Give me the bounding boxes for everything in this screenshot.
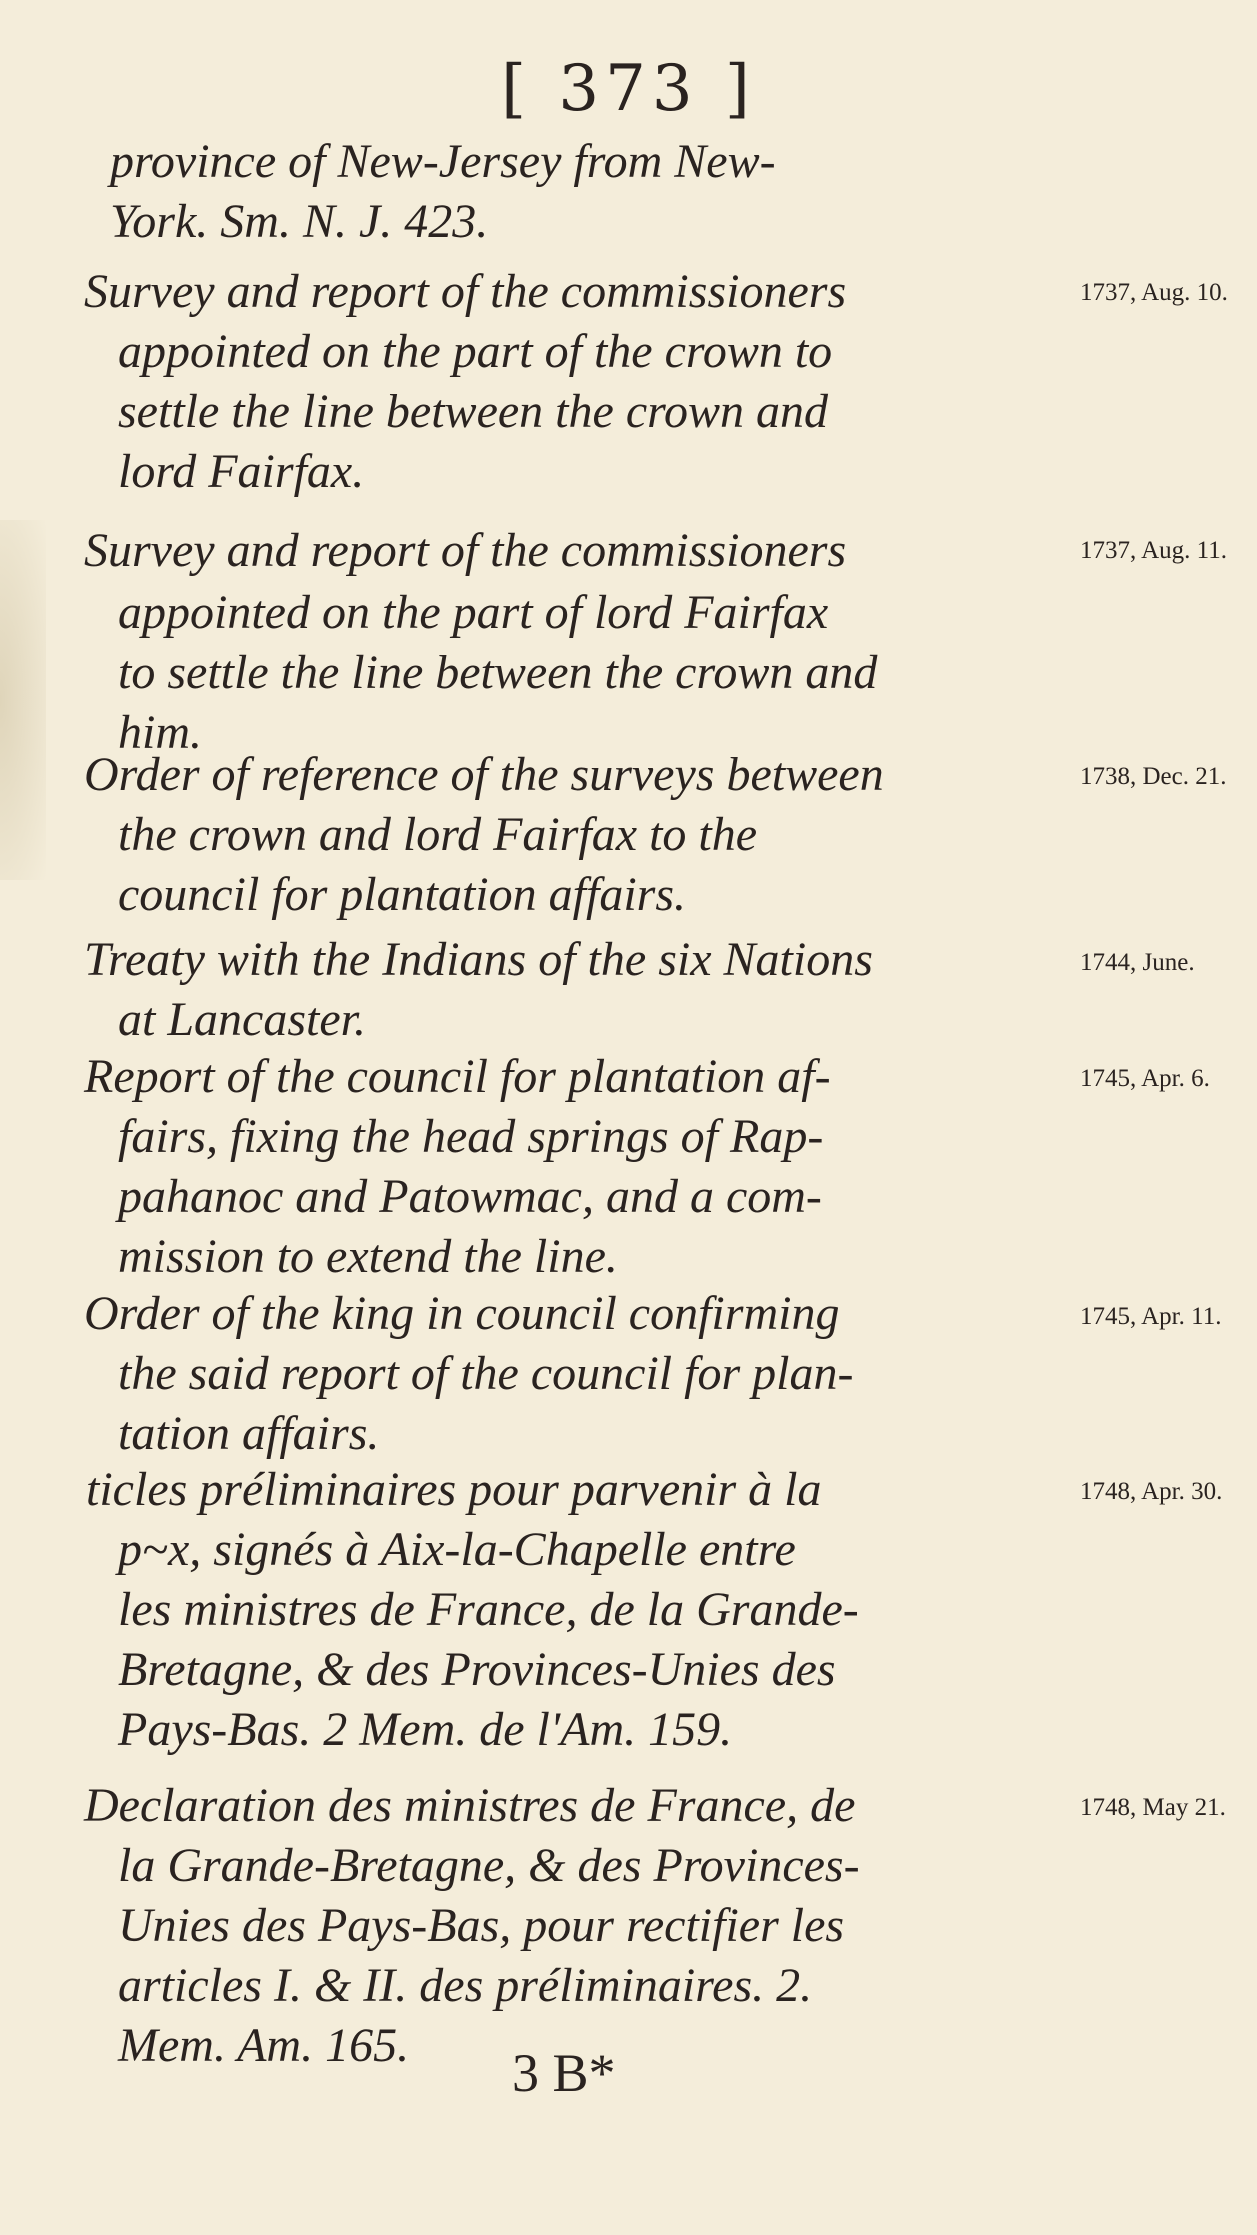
entry-6-line-1: the said report of the council for plan- — [118, 1347, 854, 1400]
entry-7-line-3: Bretagne, & des Provinces-Unies des — [118, 1643, 836, 1696]
entry-3-date: 1738, Dec. 21. — [1080, 763, 1227, 790]
entry-2-line-1: appointed on the part of lord Fairfax — [118, 586, 829, 639]
entry-6-line-0: Order of the king in council confirming — [84, 1287, 840, 1340]
entry-4-line-0: Treaty with the Indians of the six Nations — [84, 933, 873, 986]
entry-5-line-0: Report of the council for plantation af- — [84, 1050, 831, 1103]
entry-4-date: 1744, June. — [1080, 949, 1195, 976]
entry-2-date: 1737, Aug. 11. — [1080, 537, 1227, 564]
entry-3-line-0: Order of reference of the surveys between — [84, 748, 884, 801]
entry-2-line-2: to settle the line between the crown and — [118, 646, 878, 699]
entry-1-line-1: appointed on the part of the crown to — [118, 325, 833, 378]
entry-1-line-0: Survey and report of the commissioners — [84, 265, 847, 318]
entry-8-date: 1748, May 21. — [1080, 1794, 1226, 1821]
entry-1-date: 1737, Aug. 10. — [1080, 279, 1228, 306]
printer-signature-mark: 3 B* — [512, 2043, 616, 2103]
entry-7-line-1: p~x, signés à Aix-la-Chapelle entre — [118, 1523, 796, 1576]
entry-0-line-1: York. Sm. N. J. 423. — [110, 195, 489, 248]
entry-8-line-4: Mem. Am. 165. — [118, 2019, 410, 2072]
entry-8-line-2: Unies des Pays-Bas, pour rectifier les — [118, 1899, 845, 1952]
entry-3-line-2: council for plantation affairs. — [118, 868, 687, 921]
entry-8-line-1: la Grande-Bretagne, & des Provinces- — [118, 1839, 860, 1892]
entry-2-line-3: him. — [118, 706, 202, 759]
entry-0-line-0: province of New-Jersey from New- — [110, 135, 776, 188]
entry-1-line-3: lord Fairfax. — [118, 445, 365, 498]
entry-5-date: 1745, Apr. 6. — [1080, 1065, 1210, 1092]
entry-6-date: 1745, Apr. 11. — [1080, 1303, 1222, 1330]
entry-7-line-0: ticles préliminaires pour parvenir à la — [86, 1463, 822, 1516]
entry-7-line-2: les ministres de France, de la Grande- — [118, 1583, 859, 1636]
entry-4-line-1: at Lancaster. — [118, 993, 367, 1046]
entry-6-line-2: tation affairs. — [118, 1407, 380, 1460]
entry-5-line-2: pahanoc and Patowmac, and a com- — [118, 1170, 822, 1223]
page-number: [ 373 ] — [501, 52, 756, 126]
page-stain — [0, 520, 46, 880]
entry-5-line-1: fairs, fixing the head springs of Rap- — [118, 1110, 824, 1163]
entry-7-line-4: Pays-Bas. 2 Mem. de l'Am. 159. — [118, 1703, 733, 1756]
entry-8-line-0: Declaration des ministres de France, de — [84, 1779, 856, 1832]
entry-5-line-3: mission to extend the line. — [118, 1230, 618, 1283]
entry-7-date: 1748, Apr. 30. — [1080, 1478, 1223, 1505]
entry-2-line-0: Survey and report of the commissioners — [84, 524, 847, 577]
entry-3-line-1: the crown and lord Fairfax to the — [118, 808, 758, 861]
entry-1-line-2: settle the line between the crown and — [118, 385, 829, 438]
entry-8-line-3: articles I. & II. des préliminaires. 2. — [118, 1959, 813, 2012]
